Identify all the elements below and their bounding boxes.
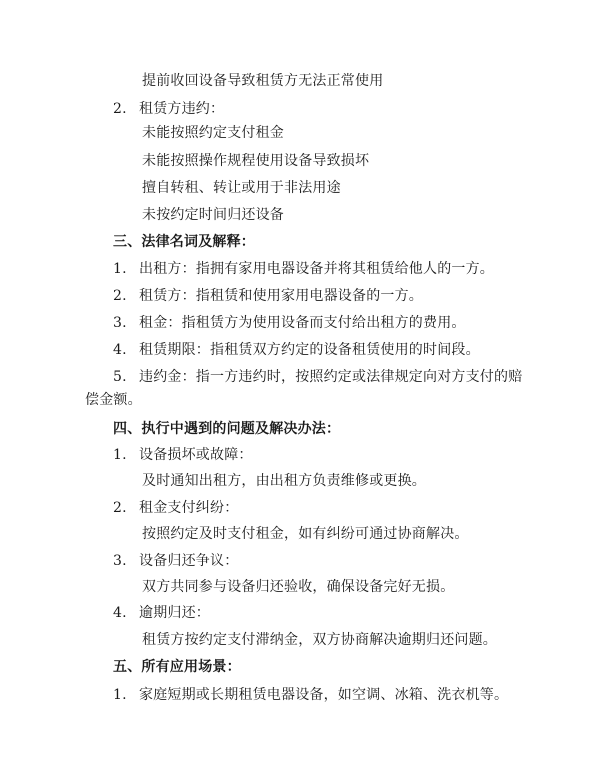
list-number: 4.: [113, 342, 127, 358]
problem-title: 设备归还争议：: [139, 553, 239, 569]
scenario-item: [113, 686, 508, 704]
definition-text-continued: 偿金额。: [85, 392, 142, 408]
definition-item: [113, 314, 466, 332]
definition-item: [113, 368, 522, 386]
problem-solution: 租赁方按约定支付滞纳金，双方协商解决逾期归还问题。: [142, 632, 497, 648]
problem-solution: 双方共同参与设备归还验收，确保设备完好无损。: [142, 579, 455, 595]
breach-item: 提前收回设备导致租赁方无法正常使用: [142, 73, 384, 89]
definition-text: 违约金：指一方违约时，按照约定或法律规定向对方支付的赔: [139, 369, 523, 385]
definition-item: [113, 287, 423, 305]
section-heading: 三、法律名词及解释：: [113, 234, 255, 250]
list-number: 1.: [113, 447, 127, 463]
problem-item: [113, 499, 238, 517]
problem-title: 设备损坏或故障：: [139, 447, 253, 463]
list-number: 1.: [113, 261, 127, 277]
problem-title: 逾期归还：: [139, 605, 210, 621]
section-heading: 五、所有应用场景：: [113, 659, 241, 675]
definition-item: [113, 260, 494, 278]
list-number: 4.: [113, 605, 127, 621]
problem-title: 租金支付纠纷：: [139, 500, 239, 516]
list-number: 5.: [113, 369, 127, 385]
definition-text: 租金：指租赁方为使用设备而支付给出租方的费用。: [139, 315, 466, 331]
list-number: 1.: [113, 687, 127, 703]
list-number: 2.: [113, 101, 127, 117]
definition-text: 租赁期限：指租赁双方约定的设备租赁使用的时间段。: [139, 342, 480, 358]
section-heading: 四、执行中遇到的问题及解决办法：: [113, 421, 341, 437]
definition-text: 出租方：指拥有家用电器设备并将其租赁给他人的一方。: [139, 261, 494, 277]
list-number: 2.: [113, 500, 127, 516]
problem-solution: 及时通知出租方，由出租方负责维修或更换。: [142, 473, 426, 489]
list-number: 2.: [113, 288, 127, 304]
problem-item: [113, 604, 210, 622]
list-number: 3.: [113, 553, 127, 569]
breach-item: 未能按照操作规程使用设备导致损坏: [142, 153, 370, 169]
breach-item: 擅自转租、转让或用于非法用途: [142, 180, 341, 196]
list-title: 租赁方违约：: [139, 101, 225, 117]
problem-item: [113, 446, 253, 464]
scenario-text: 家庭短期或长期租赁电器设备，如空调、冰箱、洗衣机等。: [139, 687, 509, 703]
list-item-lessee-breach: [113, 100, 224, 118]
list-number: 3.: [113, 315, 127, 331]
definition-item: [113, 341, 480, 359]
definition-text: 租赁方：指租赁和使用家用电器设备的一方。: [139, 288, 423, 304]
problem-item: [113, 552, 238, 570]
breach-item: 未按约定时间归还设备: [142, 207, 284, 223]
problem-solution: 按照约定及时支付租金，如有纠纷可通过协商解决。: [142, 526, 469, 542]
breach-item: 未能按照约定支付租金: [142, 125, 284, 141]
